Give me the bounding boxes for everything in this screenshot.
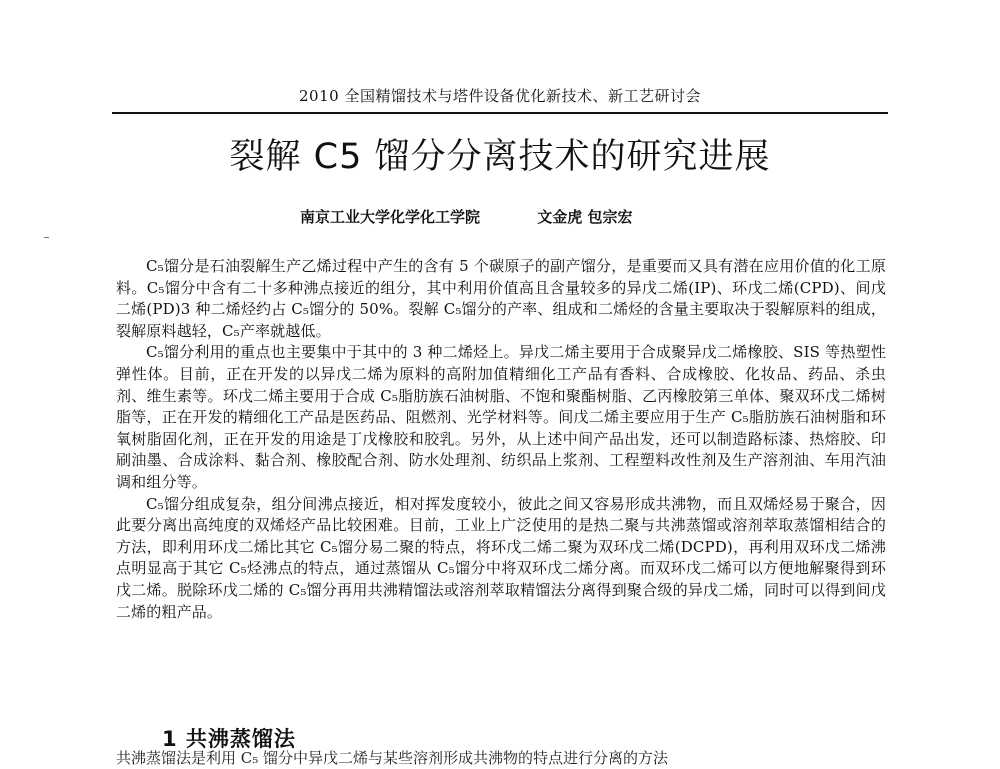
paragraph-1: C₅馏分是石油裂解生产乙烯过程中产生的含有 5 个碳原子的副产馏分，是重要而又具有潜在应用价值的化工原料。C₅馏分中含有二十多种沸点接近的组分，其中利用价值高且含量较多的异戊二烯(IP)、环戊二烯(CPD)、间戊二烯(PD)3 种二烯烃约占 C₅馏分的 50%。裂解 C₅馏分的产率、组成和二烯烃的含量主要取决于裂解原料的组成，裂解原料越轻，C₅产率就越低。: [116, 257, 886, 340]
cutoff-text: 共沸蒸馏法是利用 C₅ 馏分中异戊二烯与某些溶剂形成共沸物的特点进行分离的方法: [116, 749, 669, 767]
article-body: [116, 256, 886, 623]
section-heading: 1 共沸蒸馏法: [162, 727, 296, 751]
header-rule: [112, 112, 888, 114]
author-affiliation: 南京工业大学化学化工学院: [300, 208, 481, 226]
article-title: 裂解 C5 馏分分离技术的研究进展: [229, 137, 771, 177]
paragraph-2: C₅馏分利用的重点也主要集中于其中的 3 种二烯烃上。异戊二烯主要用于合成聚异戊二烯橡胶、SIS 等热塑性弹性体。目前，正在开发的以异戊二烯为原料的高附加值精细化工产品有香料、合成橡胶、化妆品、药品、杀虫剂、维生素等。环戊二烯主要用于合成 C₅脂肪族石油树脂、不饱和聚酯树脂、乙丙橡胶第三单体、聚双环戊二烯树脂等，正在开发的精细化工产品是医药品、阻燃剂、光学材料等。间戊二烯主要应用于生产 C₅脂肪族石油树脂和环氧树脂固化剂，正在开发的用途是丁戊橡胶和胶乳。另外，从上述中间产品出发，还可以制造路标漆、热熔胶、印刷油墨、合成涂料、黏合剂、橡胶配合剂、防水处理剂、纺织品上浆剂、工程塑料改性剂及生产溶剂油、车用汽油调和组分等。: [116, 343, 886, 491]
conference-header: 2010 全国精馏技术与塔件设备优化新技术、新工艺研讨会: [299, 87, 701, 105]
author-names: 文金虎 包宗宏: [537, 208, 633, 226]
cutoff-text-line: [116, 749, 886, 767]
byline: [300, 206, 740, 228]
paragraph-3: C₅馏分组成复杂，组分间沸点接近，相对挥发度较小，彼此之间又容易形成共沸物，而且双烯烃易于聚合，因此要分离出高纯度的双烯烃产品比较困难。目前，工业上广泛使用的是热二聚与共沸蒸馏或溶剂萃取蒸馏相结合的方法，即利用环戊二烯比其它 C₅馏分易二聚的特点，将环戊二烯二聚为双环戊二烯(DCPD)，再利用双环戊二烯沸点明显高于其它 C₅烃沸点的特点，通过蒸馏从 C₅馏分中将双环戊二烯分离。而双环戊二烯可以方便地解聚得到环戊二烯。脱除环戊二烯的 C₅馏分再用共沸精馏法或溶剂萃取精馏法分离得到聚合级的异戊二烯，同时可以得到间戊二烯的粗产品。: [116, 494, 886, 621]
scan-mark: [44, 237, 49, 238]
